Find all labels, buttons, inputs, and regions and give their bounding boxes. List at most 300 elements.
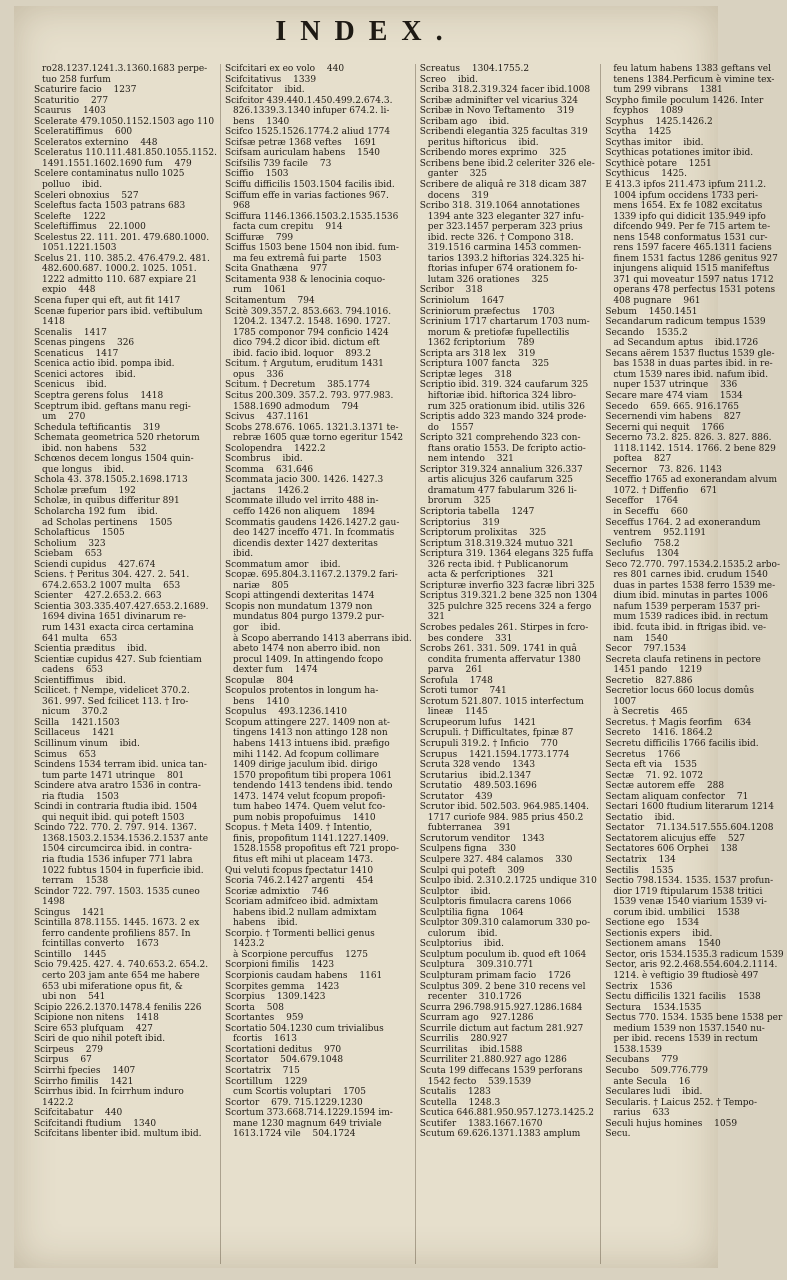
index-entry: ante Secula 16 bbox=[613, 1076, 691, 1087]
index-entry: Scuta 199 diffecans 1539 perforans bbox=[419, 1065, 583, 1076]
index-entry: Sceleftus facta 1503 patrans 683 bbox=[34, 201, 186, 212]
index-entry: Sculptum poculum ib. quod eft 1064 bbox=[419, 949, 587, 960]
index-entry: Scilicet. † Nempe, videlicet 370.2. bbox=[34, 686, 190, 697]
index-entry: Seculi hujus homines 1059 bbox=[605, 1118, 738, 1129]
index-entry: Schemata geometrica 520 rhetorum bbox=[34, 433, 200, 444]
index-entry: Sculpens figna 330 bbox=[419, 844, 516, 855]
index-entry: Scriptæ leges 318 bbox=[419, 369, 512, 380]
index-entry: Scribendo mores exprimo 325 bbox=[419, 148, 567, 159]
index-entry: per ibid. recens 1539 in rectum bbox=[613, 1034, 758, 1045]
index-entry: Scythicas potationes imitor ibid. bbox=[605, 148, 754, 159]
index-entry: Secubans 779 bbox=[605, 1055, 679, 1066]
index-entry: Scenæ fuperior pars ibid. veftibulum bbox=[34, 306, 203, 317]
index-entry: Scita Gnathæna 977 bbox=[224, 264, 328, 275]
index-entry: Scriptum 318.319.324 mutuo 321 bbox=[419, 538, 575, 549]
index-entry: Scortationi deditus 970 bbox=[224, 1044, 342, 1055]
index-entry: um 270 bbox=[42, 412, 86, 423]
index-entry: Sceleftiffimus 22.1000 bbox=[34, 222, 146, 233]
index-entry: 1339 ipfo qui didicit 135.949 ipfo bbox=[613, 211, 766, 222]
index-entry: dramatum 477 fabularum 326 li- bbox=[427, 485, 577, 496]
index-entry: Sculptilia figna 1064 bbox=[419, 907, 524, 918]
index-entry: Scintilla 878.1155. 1445. 1673. 2 ex bbox=[34, 918, 200, 929]
index-entry: do 1557 bbox=[427, 422, 474, 433]
index-entry: Sector, aris 92.2.468.554.604.2.1114. bbox=[605, 960, 778, 971]
index-entry: ma feu extremâ fui parte 1503 bbox=[232, 253, 382, 264]
index-entry: Seceffor 1764 bbox=[605, 496, 679, 507]
index-entry: Scoria 746.2.1427 argenti 454 bbox=[224, 876, 374, 887]
index-entry: Scindere atva aratro 1536 in contra- bbox=[34, 781, 201, 792]
index-entry: Scomma 631.646 bbox=[224, 464, 314, 475]
index-entry: opus 336 bbox=[232, 369, 284, 380]
index-entry: injungens aliquid 1515 manifeftus bbox=[613, 264, 770, 275]
index-entry: Secretus. † Magis feorfim 634 bbox=[605, 717, 752, 728]
index-entry: Scrutor ibid. 502.503. 964.985.1404. bbox=[419, 802, 590, 813]
index-entry: 674.2.653.2 1007 multa 653 bbox=[42, 580, 181, 591]
index-entry: Scrupuli. † Difficultates, fpinæ 87 bbox=[419, 728, 574, 739]
index-entry: Scorpites gemma 1423 bbox=[224, 981, 340, 992]
index-entry: difcendo 949. Per fe 715 artem te- bbox=[613, 222, 771, 233]
index-entry: 1222 admitto 110. 687 expiare 21 bbox=[42, 274, 198, 285]
index-entry: Scoriam admifceo ibid. admixtam bbox=[224, 897, 379, 908]
index-entry: Scifcitans libenter ibid. multum ibid. bbox=[34, 1129, 202, 1140]
index-entry: ad Scholas pertinens 1505 bbox=[42, 517, 173, 528]
index-entry: Scimus 653 bbox=[34, 749, 97, 760]
index-entry: Scopæ. 695.804.3.1167.2.1379.2 fari- bbox=[224, 570, 398, 581]
index-entry: Seculares ludi ibid. bbox=[605, 1087, 703, 1098]
index-entry: que longus ibid. bbox=[42, 464, 125, 475]
index-entry: ferro candente profiliens 857. In bbox=[42, 928, 191, 939]
index-entry: Scribo 318. 319.1064 annotationes bbox=[419, 201, 580, 212]
index-entry: Scopis non mundatum 1379 non bbox=[224, 601, 373, 612]
index-entry: Sectatores 606 Orphei 138 bbox=[605, 844, 738, 855]
index-entry: Sectæ autorem effe 288 bbox=[605, 781, 725, 792]
index-entry: 1542 fecto 539.1539 bbox=[427, 1076, 532, 1087]
index-entry: Schœnos decem longus 1504 quin- bbox=[34, 454, 194, 465]
index-entry: qui nequit ibid. qui poteft 1503 bbox=[42, 812, 185, 823]
index-entry: Sciffuræ 799 bbox=[224, 232, 294, 243]
index-entry: Sector, oris 1534.1535.3 radicum 1539 bbox=[605, 949, 784, 960]
index-entry: Scurriliter 21.880.927 ago 1286 bbox=[419, 1055, 567, 1066]
index-entry: Scirrhus ibid. In fcirrhum induro bbox=[34, 1087, 184, 1098]
index-entry: Scrutarius ibid.2.1347 bbox=[419, 770, 532, 781]
index-entry: Sculpi qui poteft 309 bbox=[419, 865, 525, 876]
index-entry: ria ftudia 1536 infuper 771 labra bbox=[42, 855, 193, 866]
index-entry: Scortum 373.668.714.1229.1594 im- bbox=[224, 1108, 393, 1119]
index-entry: rum 325 orationum ibid. utilis 326 bbox=[427, 401, 585, 412]
index-entry: mens 1654. Ex fe 1082 excitatus bbox=[613, 201, 763, 212]
index-page bbox=[14, 6, 784, 1268]
index-entry: Scobs 278.676. 1065. 1321.3.1371 te- bbox=[224, 422, 399, 433]
index-entry: rum 1061 bbox=[232, 285, 287, 296]
index-entry: Secretior locus 660 locus domûs bbox=[605, 686, 754, 697]
index-entry: Scrupuli 319.2. † Inficio 770 bbox=[419, 739, 558, 749]
index-column-1 bbox=[34, 64, 221, 1264]
index-entry: deo 1427 inceffo 471. In fcommatis bbox=[232, 528, 395, 539]
index-entry: Sceptrum ibid. geftans manu regi- bbox=[34, 401, 191, 412]
index-entry: Scio 79.425. 427. 4. 740.653.2. 654.2. bbox=[34, 960, 209, 971]
index-entry: Scintillo 1445 bbox=[34, 949, 107, 960]
index-entry: Scythicus 1425. bbox=[605, 169, 688, 180]
index-entry: Schola 43. 378.1505.2.1698.1713 bbox=[34, 475, 188, 486]
index-entry: Scitum. † Decretum 385.1774 bbox=[224, 380, 371, 391]
index-entry: Scivus 437.1161 bbox=[224, 412, 310, 423]
index-entry: 1422.2 bbox=[42, 1097, 74, 1108]
index-entry: Scribere de aliquâ re 318 dicam 387 bbox=[419, 180, 587, 191]
index-entry: fitus eft mihi ut placeam 1473. bbox=[232, 855, 374, 866]
index-entry: ventrem 952.1191 bbox=[613, 528, 707, 539]
index-entry: Scorpius 1309.1423 bbox=[224, 992, 326, 1003]
index-entry: Secare mare 474 viam 1534 bbox=[605, 390, 743, 401]
index-entry: rens 1597 facere 465.1311 faciens bbox=[613, 243, 772, 254]
index-entry: Scriptus 319.321.2 bene 325 non 1304 bbox=[419, 591, 598, 602]
index-entry: Scindo 722. 770. 2. 797. 914. 1367. bbox=[34, 823, 197, 834]
index-entry: 1539 venæ 1540 viarium 1539 vi- bbox=[613, 897, 767, 908]
index-entry: 326 recta ibid. † Publicanorum bbox=[427, 559, 569, 570]
index-entry: Scurrilis 280.927 bbox=[419, 1034, 508, 1045]
index-entry: nens 1548 conformatus 1531 cur- bbox=[613, 232, 768, 243]
index-entry: Scribor 318 bbox=[419, 285, 483, 296]
index-entry: in Seceffu 660 bbox=[613, 506, 688, 517]
index-entry: Sciebam 653 bbox=[34, 549, 103, 560]
index-entry: Scribam ago ibid. bbox=[419, 116, 510, 127]
index-entry: 1051.1221.1503 bbox=[42, 243, 117, 254]
index-entry: Scommatis gaudens 1426.1427.2 gau- bbox=[224, 517, 400, 528]
index-entry: 1473. 1474 velut fcopum propofi- bbox=[232, 791, 386, 802]
index-entry: nariæ 805 bbox=[232, 580, 289, 591]
index-entry: 1423.2 bbox=[232, 939, 265, 950]
index-entry: Sculptor ibid. bbox=[419, 886, 491, 897]
index-entry: Scommatum amor ibid. bbox=[224, 559, 341, 570]
index-entry: Scortator 504.679.1048 bbox=[224, 1055, 344, 1066]
index-entry: Scenaticus 1417 bbox=[34, 348, 119, 359]
index-entry: ftorias infuper 674 orationem fo- bbox=[427, 264, 578, 275]
index-entry: Scillaceus 1421 bbox=[34, 728, 115, 739]
index-entry: 1072. † Diffenfio 671 bbox=[613, 485, 718, 496]
index-entry: Secernendi vim habens 827 bbox=[605, 412, 741, 423]
index-entry: Scrutatio 489.503.1696 bbox=[419, 781, 537, 792]
index-entry: per 323.1457 perperam 323 prius bbox=[427, 222, 583, 233]
index-entry: 361. 997. Sed fcilicet 113. † Iro- bbox=[42, 696, 189, 707]
index-entry: 1118.1142. 1514. 1766. 2 bene 829 bbox=[613, 443, 776, 454]
index-entry: Sceleratiffimus 600 bbox=[34, 127, 133, 138]
index-entry: Scriptoria tabella 1247 bbox=[419, 506, 535, 517]
index-entry: Scripto 321 comprehendo 323 con- bbox=[419, 433, 581, 444]
index-entry: Secularis. † Laicus 252. † Tempo- bbox=[605, 1097, 757, 1108]
index-entry: morum & pretiofæ fupellectilis bbox=[427, 327, 570, 338]
index-entry: rarius 633 bbox=[613, 1108, 670, 1119]
index-entry: rebræ 1605 quæ torno egeritur 1542 bbox=[232, 433, 404, 444]
index-entry: Scommata jacio 300. 1426. 1427.3 bbox=[224, 475, 384, 486]
index-entry: Scripturæ inverfio 323 facræ libri 325 bbox=[419, 580, 595, 591]
index-entry: Scirrhi fpecies 1407 bbox=[34, 1065, 136, 1076]
index-entry: 1451 pando 1219 bbox=[613, 665, 702, 676]
index-entry: Scurrile dictum aut factum 281.927 bbox=[419, 1023, 584, 1034]
index-entry: mum 1539 radices ibid. in rectum bbox=[613, 612, 769, 623]
index-entry: Secubo 509.776.779 bbox=[605, 1065, 708, 1076]
index-entry: 826.1339.3.1340 infuper 674.2. li- bbox=[232, 106, 390, 117]
index-entry: Seceffus 1764. 2 ad exonerandum bbox=[605, 517, 761, 528]
index-entry: Scripta ars 318 lex 319 bbox=[419, 348, 536, 359]
index-entry: Scena fuper qui eft, aut fit 1417 bbox=[34, 296, 181, 307]
index-entry: 1418 bbox=[42, 317, 65, 328]
index-entry: 1538.1539 bbox=[613, 1044, 663, 1055]
index-entry: 1409 dirige jaculum ibid. dirigo bbox=[232, 760, 378, 771]
index-column-2 bbox=[225, 64, 416, 1264]
index-entry: Scifco 1525.1526.1774.2 aliud 1774 bbox=[224, 127, 391, 138]
index-entry: Secretus 1766 bbox=[605, 749, 681, 760]
index-entry: Sceleratos externino 448 bbox=[34, 137, 158, 148]
index-entry: gor ibid. bbox=[232, 622, 281, 633]
index-entry: Scyphus 1425.1426.2 bbox=[605, 116, 713, 127]
index-entry: Scutica 646.881.950.957.1273.1425.2 bbox=[419, 1108, 594, 1119]
index-entry: Secernor 73. 826. 1143 bbox=[605, 464, 722, 475]
index-entry: Scriniorum præfectus 1703 bbox=[419, 306, 555, 317]
index-entry: medium 1539 non 1537.1540 nu- bbox=[613, 1023, 765, 1034]
index-entry: Scelus 21. 110. 385.2. 476.479.2. 481. bbox=[34, 253, 210, 264]
index-entry: Scopulos protentos in longum ha- bbox=[224, 686, 379, 697]
index-entry: Sculpere 327. 484 calamos 330 bbox=[419, 855, 573, 866]
index-entry: recenter 310.1726 bbox=[427, 992, 522, 1003]
index-entry: Scaturire facio 1237 bbox=[34, 85, 137, 96]
index-column-4 bbox=[605, 64, 786, 1264]
index-entry: Secretu difficilis 1766 facilis ibid. bbox=[605, 739, 759, 749]
index-entry: ibid. non habens 532 bbox=[42, 443, 147, 454]
index-entry: Scenica actio ibid. pompa ibid. bbox=[34, 359, 175, 370]
index-entry: certo 203 jam ante 654 me habere bbox=[42, 971, 200, 982]
index-entry: Scenicus ibid. bbox=[34, 380, 107, 391]
index-entry: 1588.1690 admodum 794 bbox=[232, 401, 359, 412]
index-entry: dexter fum 1474 bbox=[232, 665, 318, 676]
index-entry: Seco 72.770. 797.1534.2.1535.2 arbo- bbox=[605, 559, 780, 570]
index-entry: tarios 1393.2 hiftorias 324.325 hi- bbox=[427, 253, 585, 264]
index-entry: Scorpionis caudam habens 1161 bbox=[224, 971, 383, 982]
index-entry: Sciffio 1503 bbox=[224, 169, 289, 180]
index-entry: Scrobes pedales 261. Stirpes in fcro- bbox=[419, 622, 589, 633]
index-entry: duas in partes 1538 ferro 1539 me- bbox=[613, 580, 776, 591]
index-entry: Sectatio ibid. bbox=[605, 812, 675, 823]
index-entry: Scortillum 1229 bbox=[224, 1076, 308, 1087]
index-entry: ibid. facio ibid. loquor 893.2 bbox=[232, 348, 372, 359]
index-entry: Scrobs 261. 331. 509. 1741 in quâ bbox=[419, 644, 577, 655]
index-entry: Scommate illudo vel irrito 488 in- bbox=[224, 496, 379, 507]
index-entry: à Secretis 465 bbox=[613, 707, 688, 718]
index-entry: Scroti tumor 741 bbox=[419, 686, 507, 697]
index-entry: Scenas pingens 326 bbox=[34, 338, 135, 349]
index-entry: Scopus. † Meta 1409. † Intentio, bbox=[224, 823, 373, 834]
index-entry: fcyphos 1089 bbox=[613, 106, 684, 117]
index-entry: Scoriæ admixtio 746 bbox=[224, 886, 329, 897]
index-entry: à Scorpione percuffus 1275 bbox=[232, 949, 368, 960]
index-entry: hiftoriæ ibid. hiftorica 324 libro- bbox=[427, 390, 577, 401]
index-entry: Sciffura 1146.1366.1503.2.1535.1536 bbox=[224, 211, 399, 222]
index-entry: bas 1538 in duas partes ibid. in re- bbox=[613, 359, 773, 370]
index-entry: jactans 1426.2 bbox=[232, 485, 309, 496]
index-entry: Scrutorum venditor 1343 bbox=[419, 833, 545, 844]
index-entry: dior 1719 ftipularum 1538 tritici bbox=[613, 886, 763, 897]
index-entry: Scortantes 959 bbox=[224, 1013, 304, 1024]
index-entry: Sectam aliquam confector 71 bbox=[605, 791, 749, 802]
index-entry: Scopi attingendi dexteritas 1474 bbox=[224, 591, 375, 602]
index-entry: Scriptis addo 323 mando 324 prode- bbox=[419, 412, 587, 423]
index-entry: Scifcitandi ftudium 1340 bbox=[34, 1118, 157, 1129]
index-entry: Sectari 1600 ftudium literarum 1214 bbox=[605, 802, 775, 813]
index-entry: 1214. è veftigio 39 ftudiosè 497 bbox=[613, 971, 759, 982]
index-entry: 653 ubi miferatione opus fit, & bbox=[42, 981, 183, 992]
index-entry: Scortor 679. 715.1229.1230 bbox=[224, 1097, 363, 1108]
index-entry: Scipione non nitens 1418 bbox=[34, 1013, 159, 1024]
index-entry: Sciffum effe in varias factiones 967. bbox=[224, 190, 389, 201]
index-entry: Scribæ adminifter vel vicarius 324 bbox=[419, 95, 579, 106]
index-entry: tum habeo 1474. Quem velut fco- bbox=[232, 802, 386, 813]
index-entry: 1362 fcriptorium 789 bbox=[427, 338, 535, 349]
index-entry: Scirpus 67 bbox=[34, 1055, 92, 1066]
index-entry: ria ftudia 1503 bbox=[42, 791, 119, 802]
index-entry: Sciffus 1503 bene 1504 non ibid. fum- bbox=[224, 243, 399, 254]
index-entry: 319.1516 carmina 1453 commen- bbox=[427, 243, 582, 254]
index-column-3 bbox=[420, 64, 602, 1264]
index-entry: 1528.1558 propofitus eft 721 propo- bbox=[232, 844, 399, 855]
index-entry: Scifcitator ibid. bbox=[224, 85, 305, 96]
index-entry: Scopulæ 804 bbox=[224, 675, 294, 686]
index-entry: nem intendo 321 bbox=[427, 454, 514, 465]
index-entry: Sculptura 309.310.771 bbox=[419, 960, 534, 971]
index-entry: Scenici actores ibid. bbox=[34, 369, 136, 380]
index-entry: Scelefte 1222 bbox=[34, 211, 106, 222]
index-entry: Sculpturam primam facio 1726 bbox=[419, 971, 571, 982]
index-entry: peritus hiftoricus ibid. bbox=[427, 137, 539, 148]
index-entry: Sectionis expers ibid. bbox=[605, 928, 713, 939]
index-entry: Seclufio 758.2 bbox=[605, 538, 680, 549]
index-entry: Scirpeus 279 bbox=[34, 1044, 103, 1055]
page-title: INDEX. bbox=[275, 16, 457, 47]
index-entry: Scorpio. † Tormenti bellici genus bbox=[224, 928, 375, 939]
index-entry: Sculpo ibid. 2.310.2.1725 undique 310 bbox=[419, 876, 597, 887]
index-entry: Scitus 200.309. 357.2. 793. 977.983. bbox=[224, 390, 394, 401]
index-entry: brorum 325 bbox=[427, 496, 491, 507]
index-entry: Secans aërem 1537 fluctus 1539 gle- bbox=[605, 348, 775, 359]
index-entry: Sectrix 1536 bbox=[605, 981, 673, 992]
index-entry: parva 261 bbox=[427, 665, 483, 676]
index-entry: Sceptra gerens folus 1418 bbox=[34, 390, 164, 401]
index-entry: expio 448 bbox=[42, 285, 96, 296]
index-entry: corum ibid. umbilici 1538 bbox=[613, 907, 740, 918]
index-entry: ganter 325 bbox=[427, 169, 487, 180]
index-entry: Scrinium 1717 chartarum 1703 num- bbox=[419, 317, 590, 328]
index-entry: rum 1431 exacta circa certamina bbox=[42, 622, 194, 633]
index-entry: nuper 1537 utrinque 336 bbox=[613, 380, 738, 391]
index-entry: mundatus 804 purgo 1379.2 pur- bbox=[232, 612, 385, 623]
index-entry: Scindor 722. 797. 1503. 1535 cuneo bbox=[34, 886, 200, 897]
index-entry: Sectio 798.1534. 1535. 1537 profun- bbox=[605, 876, 774, 887]
index-entry: ctum 1539 nares ibid. nafum ibid. bbox=[613, 369, 769, 380]
index-entry: lutam 326 orationes 325 bbox=[427, 274, 549, 285]
index-entry: Scholæ præfum 192 bbox=[34, 485, 136, 496]
index-entry: Scopulus 493.1236.1410 bbox=[224, 707, 348, 718]
index-entry: Scindens 1534 terram ibid. unica tan- bbox=[34, 760, 207, 771]
index-entry: habens ibid.2 nullam admixtam bbox=[232, 907, 377, 918]
index-entry: Sceleri obnoxius 527 bbox=[34, 190, 139, 201]
index-entry: Scribens bene ibid.2 celeriter 326 ele- bbox=[419, 158, 595, 169]
index-entry: Scriptio ibid. 319. 324 caufarum 325 bbox=[419, 380, 589, 391]
index-entry: ibid. bbox=[232, 549, 254, 560]
index-entry: 641 multa 653 bbox=[42, 633, 118, 644]
index-entry: res 801 carnes ibid. crudum 1540 bbox=[613, 570, 768, 581]
index-entry: Scindi in contraria ftudia ibid. 1504 bbox=[34, 802, 198, 813]
index-entry: mane 1230 magnum 649 triviale bbox=[232, 1118, 382, 1129]
index-entry: tenens 1384.Perficum è vimine tex- bbox=[613, 74, 775, 85]
index-entry: Scitum. † Argutum, eruditum 1431 bbox=[224, 359, 384, 370]
index-entry: Scelestus 22. 111. 201. 479.680.1000. bbox=[34, 232, 210, 243]
index-entry: Scifcitativus 1339 bbox=[224, 74, 317, 85]
index-entry: 325 pulchre 325 recens 324 a fergo bbox=[427, 601, 592, 612]
index-entry: Scruta 328 vendo 1343 bbox=[419, 760, 536, 771]
index-entry: 1694 divina 1651 divinarum re- bbox=[42, 612, 187, 623]
index-entry: Scientiæ cupidus 427. Sub fcientiam bbox=[34, 654, 202, 665]
index-entry: Scirrho fimilis 1421 bbox=[34, 1076, 134, 1087]
index-entry: ro28.1237.1241.3.1360.1683 perpe- bbox=[42, 64, 208, 74]
index-entry: Scythicè potare 1251 bbox=[605, 158, 712, 169]
index-entry: Sceleratus 110.111.481.850.1055.1152. bbox=[34, 148, 217, 159]
index-entry: poftea 827 bbox=[613, 454, 672, 465]
index-entry: Scifcitabatur 440 bbox=[34, 1108, 123, 1119]
index-entry: fcortis 1613 bbox=[232, 1034, 297, 1045]
index-entry: Screo ibid. bbox=[419, 74, 479, 85]
index-entry: cadens 653 bbox=[42, 665, 103, 676]
index-entry: Scifcitor 439.440.1.450.499.2.674.3. bbox=[224, 95, 393, 106]
index-entry: abeto 1474 non aberro ibid. non bbox=[232, 644, 381, 655]
index-entry: 321 bbox=[427, 612, 445, 623]
index-columns bbox=[34, 64, 784, 1264]
index-entry: Scurra 296.798.915.927.1286.1684 bbox=[419, 1002, 583, 1013]
index-entry: ibid. fcuta ibid. in ftrigas ibid. ve- bbox=[613, 622, 767, 633]
index-entry: terram 1538 bbox=[42, 876, 109, 887]
index-entry: 1785 componor 794 conficio 1424 bbox=[232, 327, 389, 338]
index-entry: Scriptura 319. 1364 elegans 325 fuffa bbox=[419, 549, 594, 560]
index-entry: Scriptura 1007 fancta 325 bbox=[419, 359, 550, 370]
index-entry: 1504 circumcirca ibid. in contra- bbox=[42, 844, 192, 855]
index-entry: Scriptorum prolixitas 325 bbox=[419, 528, 547, 539]
index-entry: Sculptus 309. 2 bene 310 recens vel bbox=[419, 981, 586, 992]
index-entry: Secu. bbox=[605, 1129, 631, 1140]
index-entry: lineæ 1145 bbox=[427, 707, 488, 718]
index-entry: Scopum attingere 227. 1409 non at- bbox=[224, 717, 390, 728]
index-entry: Seclufus 1304 bbox=[605, 549, 680, 560]
index-entry: operans 478 perfectus 1531 potens bbox=[613, 285, 776, 296]
index-entry: 1004 ipfum occidens 1733 peri- bbox=[613, 190, 759, 201]
index-entry: Scenalis 1417 bbox=[34, 327, 107, 338]
index-entry: 1498 bbox=[42, 897, 65, 908]
index-entry: Scolopendra 1422.2 bbox=[224, 443, 326, 454]
index-entry: 371 qui moveatur 1597 natus 1712 bbox=[613, 274, 774, 285]
index-entry: 1717 curiofe 984. 985 prius 450.2 bbox=[427, 812, 584, 823]
index-entry: Sculptorius ibid. bbox=[419, 939, 505, 950]
index-entry: cum Scortis voluptari 1705 bbox=[232, 1087, 366, 1098]
index-entry: Scypho fimile poculum 1426. Inter bbox=[605, 95, 764, 106]
index-entry: Secandarum radicum tempus 1539 bbox=[605, 317, 766, 328]
index-entry: Scrofula 1748 bbox=[419, 675, 493, 686]
index-entry: Scienter 427.2.653.2. 663 bbox=[34, 591, 162, 602]
index-entry: à Scopo aberrando 1413 aberrans ibid. bbox=[232, 633, 412, 644]
index-entry: tum 299 vibrans 1381 bbox=[613, 85, 723, 96]
index-entry: acta & perfcriptiones 321 bbox=[427, 570, 555, 581]
index-entry: ftans oratio 1553. De fcripto actio- bbox=[427, 443, 586, 454]
index-entry: nafum 1539 perperam 1537 pri- bbox=[613, 601, 761, 612]
index-entry: tuo 258 furfum bbox=[42, 74, 111, 85]
index-entry: finem 1531 factus 1286 genitus 927 bbox=[613, 253, 778, 264]
index-entry: 408 pugnare 961 bbox=[613, 296, 701, 307]
index-entry: 1204.2. 1347.2. 1548. 1690. 1727. bbox=[232, 317, 391, 328]
index-entry: Scholium 323 bbox=[34, 538, 106, 549]
